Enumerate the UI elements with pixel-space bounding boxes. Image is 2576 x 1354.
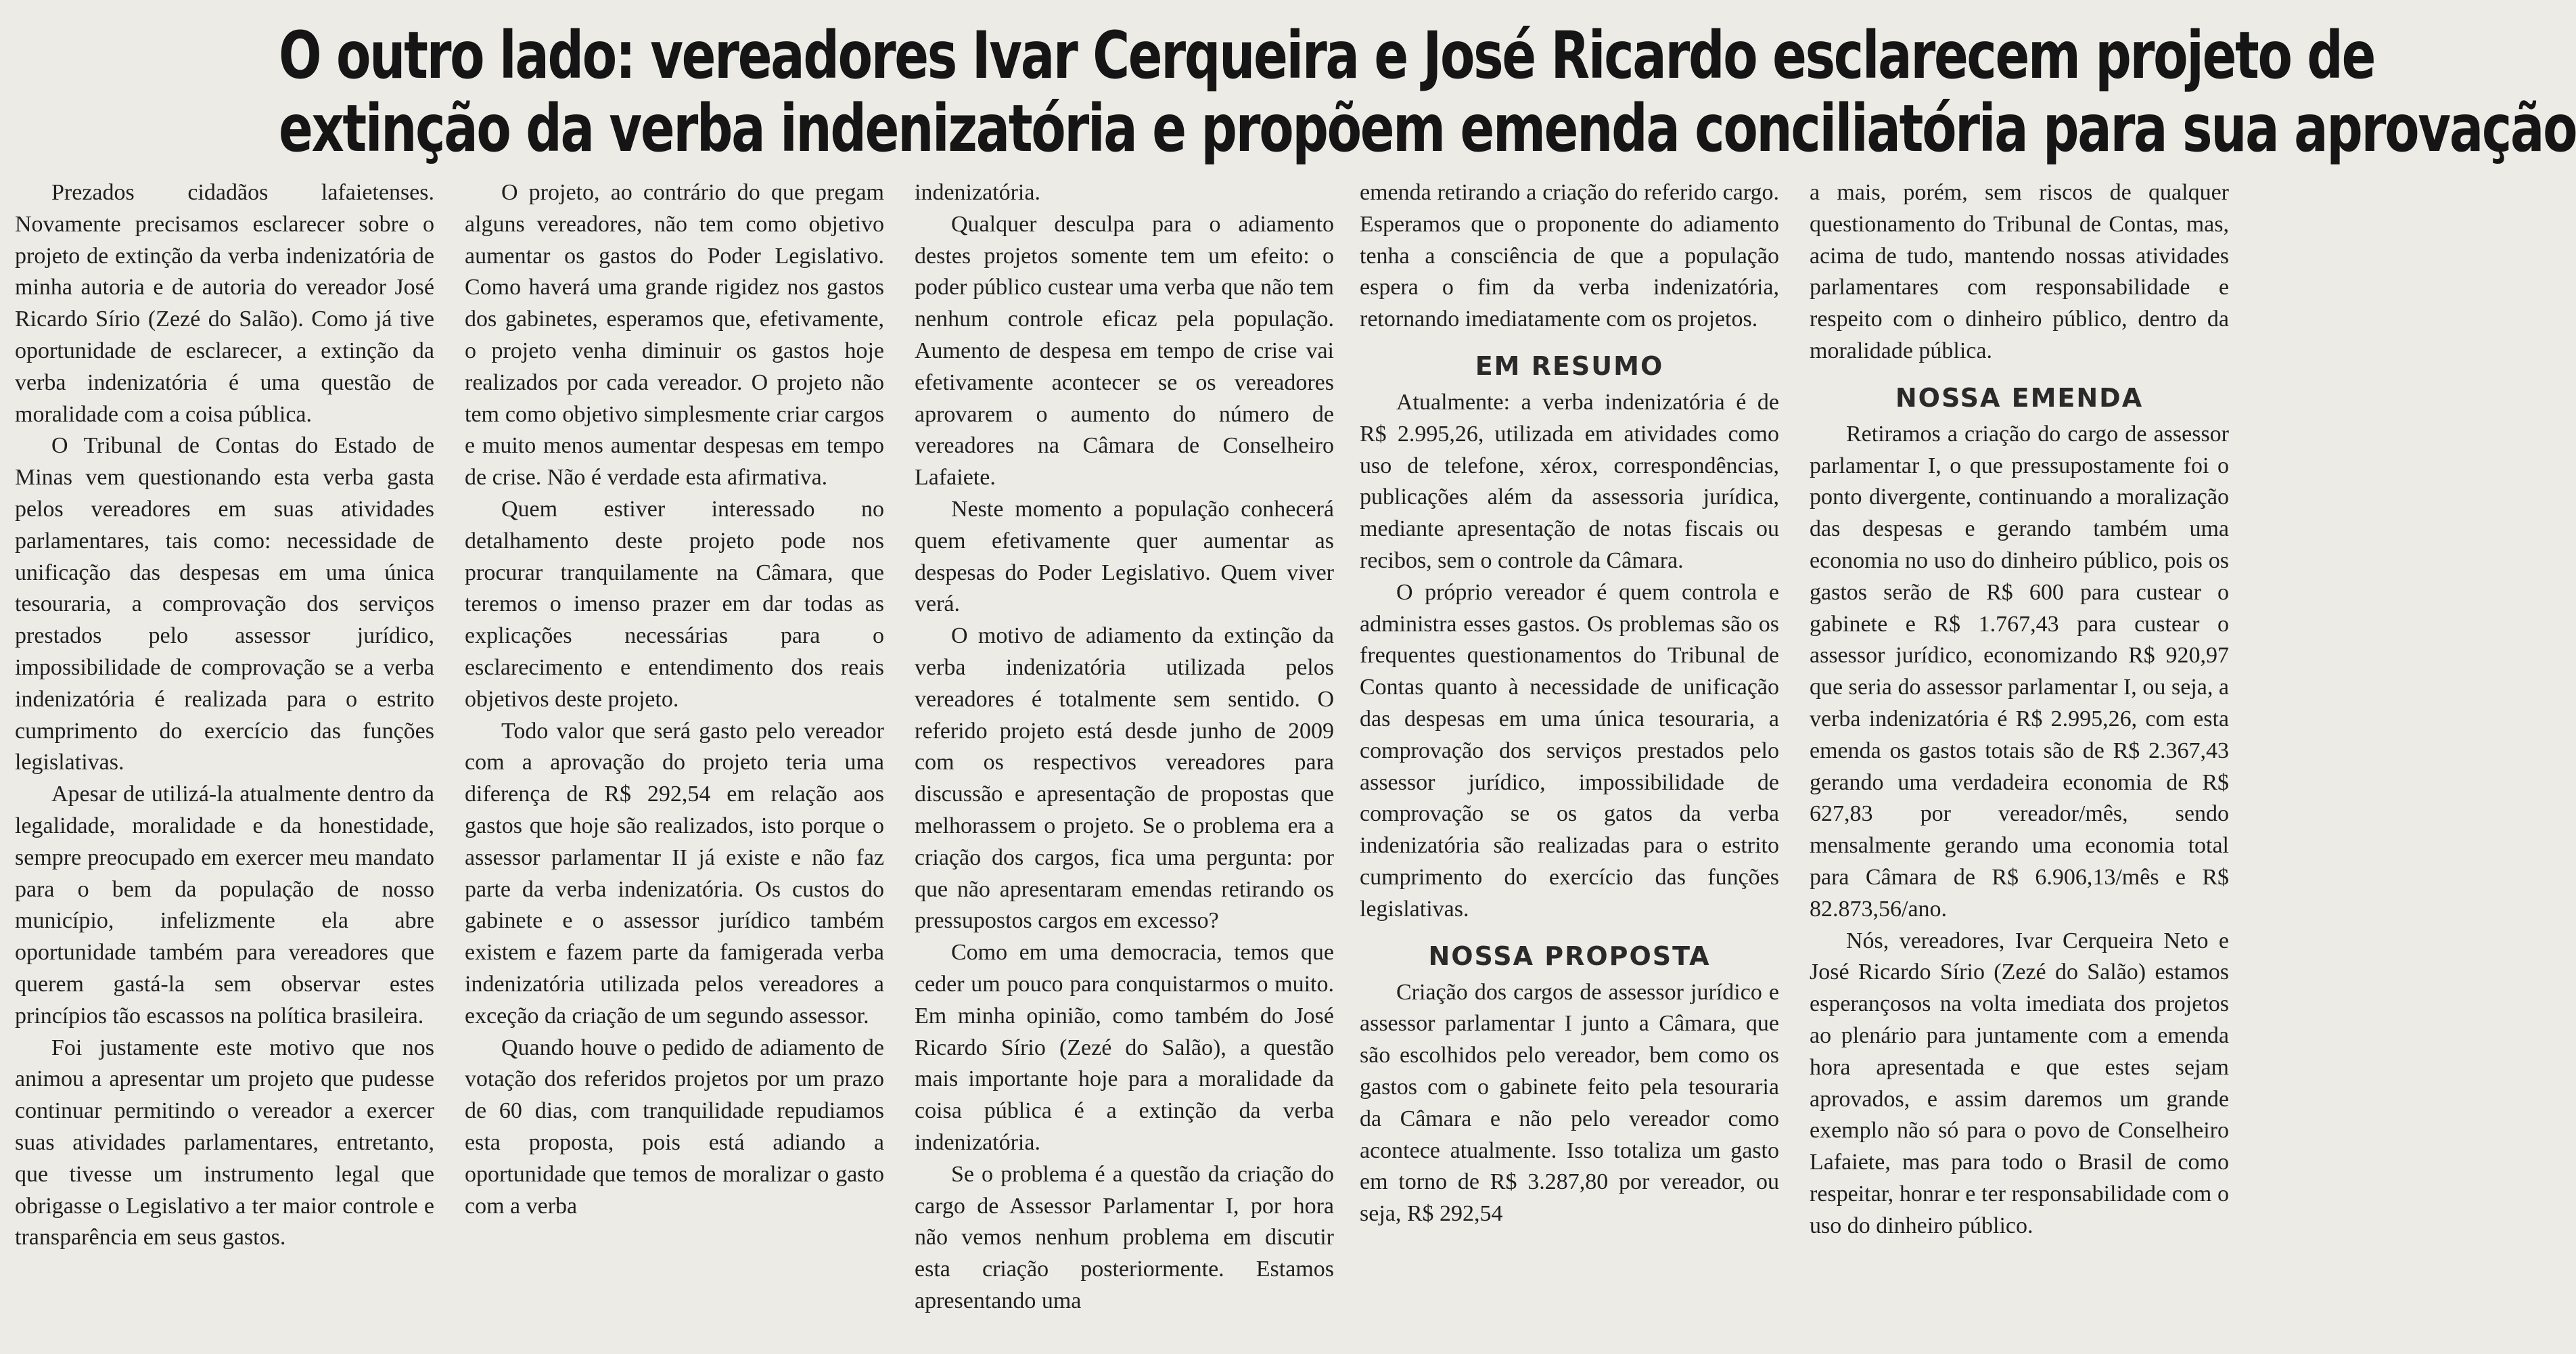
section-heading-nossa-emenda: NOSSA EMENDA <box>1895 382 2144 413</box>
article-column-5 <box>1810 177 2229 1341</box>
paragraph: Criação dos cargos de assessor jurídico e assessor parlamentar I junto a Câmara, que são escolhidos pelo vereador, bem como os gastos com o gabinete feito pela tesouraria da Câmara e não pelo vereador como acontece atualmente. Isso totaliza um gasto em torno de R$ 3.287,80 por vereador, ou seja, R$ 292,54 <box>1360 979 1779 1227</box>
article-column-4 <box>1360 177 1779 1341</box>
paragraph: O próprio vereador é quem controla e administra esses gastos. Os problemas são os frequentes questionamentos do Tribunal de Contas quanto à necessidade de unificação das despesas em uma única tesouraria, a comprovação dos serviços prestados pelo assessor jurídico, impossibilidade de comprovação se os gatos da verba indenizatória são realizadas para o estrito cumprimento do exercício das funções legislativas. <box>1360 579 1779 922</box>
headline <box>279 18 2576 166</box>
section-heading-nossa-proposta: NOSSA PROPOSTA <box>1428 941 1711 971</box>
paragraph-continued: indenizatória. <box>915 180 1040 205</box>
paragraph: Retiramos a criação do cargo de assessor parlamentar I, o que pressupostamente foi o ponto divergente, continuando a moralização das despesas e gerando também uma economia no uso do dinheiro público, pois os gastos serão de R$ 600 para custear o gabinete e R$ 1.767,43 para custear o assessor jurídico, economizando R$ 920,97 que seria do assessor parlamentar I, ou seja, a verba indenizatória é R$ 2.995,26, com esta emenda os gastos totais são de R$ 2.367,43 gerando uma verdadeira economia de R$ 627,83 por vereador/mês, sendo mensalmente gerando uma economia total para Câmara de R$ 6.906,13/mês e R$ 82.873,56/ano. <box>1810 421 2229 922</box>
paragraph: O motivo de adiamento da extinção da verba indenizatória utilizada pelos vereadores é totalmente sem sentido. O referido projeto está desde junho de 2009 com os respectivos vereadores para discussão e apresentação de propostas que melhorassem o projeto. Se o problema era a criação dos cargos, fica uma pergunta: por que não apresentaram emendas retirando os pressupostos cargos em excesso? <box>915 623 1334 934</box>
paragraph: Neste momento a população conhecerá quem efetivamente quer aumentar as despesas do Poder Legislativo. Quem viver verá. <box>915 496 1334 617</box>
article-column-3 <box>915 177 1334 1341</box>
headline-line-2: extinção da verba indenizatória e propõem emenda conciliatória para sua aprovação <box>279 91 2576 166</box>
paragraph: Qualquer desculpa para o adiamento destes projetos somente tem um efeito: o poder público custear uma verba que não tem nenhum controle eficaz pela população. Aumento de despesa em tempo de crise vai efetivamente acontecer se os vereadores aprovarem o aumento do número de vereadores na Câmara de Conselheiro Lafaiete. <box>915 211 1334 491</box>
paragraph: O Tribunal de Contas do Estado de Minas vem questionando esta verba gasta pelos vereadores em suas atividades parlamentares, tais como: necessidade de unificação das despesas em uma única tesouraria, a comprovação dos serviços prestados pelo assessor jurídico, impossibilidade de comprovação se a verba indenizatória é realizada para o estrito cumprimento do exercício das funções legislativas. <box>15 433 434 775</box>
paragraph: Quando houve o pedido de adiamento de votação dos referidos projetos por um prazo de 60 dias, com tranquilidade repudiamos esta proposta, pois está adiando a oportunidade que temos de moralizar o gasto com a verba <box>465 1035 884 1219</box>
paragraph: O projeto, ao contrário do que pregam alguns vereadores, não tem como objetivo aumentar os gastos do Poder Legislativo. Como haverá uma grande rigidez nos gastos dos gabinetes, esperamos que, efetivamente, o projeto venha diminuir os gastos hoje realizados por cada vereador. O projeto não tem como objetivo simplesmente criar cargos e muito menos aumentar despesas em tempo de crise. Não é verdade esta afirmativa. <box>465 180 884 491</box>
paragraph: Todo valor que será gasto pelo vereador com a aprovação do projeto teria uma diferença de R$ 292,54 em relação aos gastos que hoje são realizados, isto porque o assessor parlamentar II já existe e não faz parte da verba indenizatória. Os custos do gabinete e o assessor jurídico também existem e fazem parte da famigerada verba indenizatória utilizada pelos vereadores a exceção da criação de um segundo assessor. <box>465 718 884 1029</box>
article-column-1 <box>15 177 434 1341</box>
paragraph: Nós, vereadores, Ivar Cerqueira Neto e José Ricardo Sírio (Zezé do Salão) estamos esperançosos na volta imediata dos projetos ao plenário para juntamente com a emenda hora apresentada e que estes sejam aprovados, e assim daremos um grande exemplo não só para o povo de Conselheiro Lafaiete, mas para todo o Brasil de como respeitar, honrar e ter responsabilidade com o uso do dinheiro público. <box>1810 928 2229 1238</box>
paragraph: Quem estiver interessado no detalhamento deste projeto pode nos procurar tranquilamente na Câmara, que teremos o imenso prazer em dar todas as explicações necessárias para o esclarecimento e entendimento dos reais objetivos deste projeto. <box>465 496 884 712</box>
section-heading-em-resumo: EM RESUMO <box>1475 351 1664 381</box>
paragraph: Se o problema é a questão da criação do cargo de Assessor Parlamentar I, por hora não vemos nenhum problema em discutir esta criação posteriormente. Estamos apresentando uma <box>915 1161 1334 1313</box>
article-column-2 <box>465 177 884 1341</box>
paragraph-continued: emenda retirando a criação do referido cargo. Esperamos que o proponente do adiamento tenha a consciência de que a população espera o fim da verba indenizatória, retornando imediatamente com os projetos. <box>1360 180 1779 332</box>
paragraph-continued: a mais, porém, sem riscos de qualquer questionamento do Tribunal de Contas, mas, acima de tudo, mantendo nossas atividades parlamentares com responsabilidade e respeito com o dinheiro público, dentro da moralidade pública. <box>1810 180 2229 363</box>
paragraph: Apesar de utilizá-la atualmente dentro da legalidade, moralidade e da honestidade, sempre preocupado em exercer meu mandato para o bem da população de nosso município, infelizmente ela abre oportunidade também para vereadores que querem gastá-la sem observar estes princípios tão escassos na política brasileira. <box>15 782 434 1029</box>
headline-line-1: O outro lado: vereadores Ivar Cerqueira e José Ricardo esclarecem projeto de <box>279 18 2375 93</box>
paragraph: Foi justamente este motivo que nos animou a apresentar um projeto que pudesse continuar permitindo o vereador a exercer suas atividades parlamentares, entretanto, que tivesse um instrumento legal que obrigasse o Legislativo a ter maior controle e transparência em seus gastos. <box>15 1035 434 1250</box>
paragraph: Atualmente: a verba indenizatória é de R$ 2.995,26, utilizada em atividades como uso de telefone, xérox, correspondências, publicações além da assessoria jurídica, mediante apresentação de notas fiscais ou recibos, sem o controle da Câmara. <box>1360 389 1779 573</box>
paragraph: Como em uma democracia, temos que ceder um pouco para conquistarmos o muito. Em minha opinião, como também do José Ricardo Sírio (Zezé do Salão), a questão mais importante hoje para a moralidade da coisa pública é a extinção da verba indenizatória. <box>915 940 1334 1155</box>
paragraph: Prezados cidadãos lafaietenses. Novamente precisamos esclarecer sobre o projeto de extinção da verba indenizatória de minha autoria e de autoria do vereador José Ricardo Sírio (Zezé do Salão). Como já tive oportunidade de esclarecer, a extinção da verba indenizatória é uma questão de moralidade com a coisa pública. <box>15 180 434 427</box>
